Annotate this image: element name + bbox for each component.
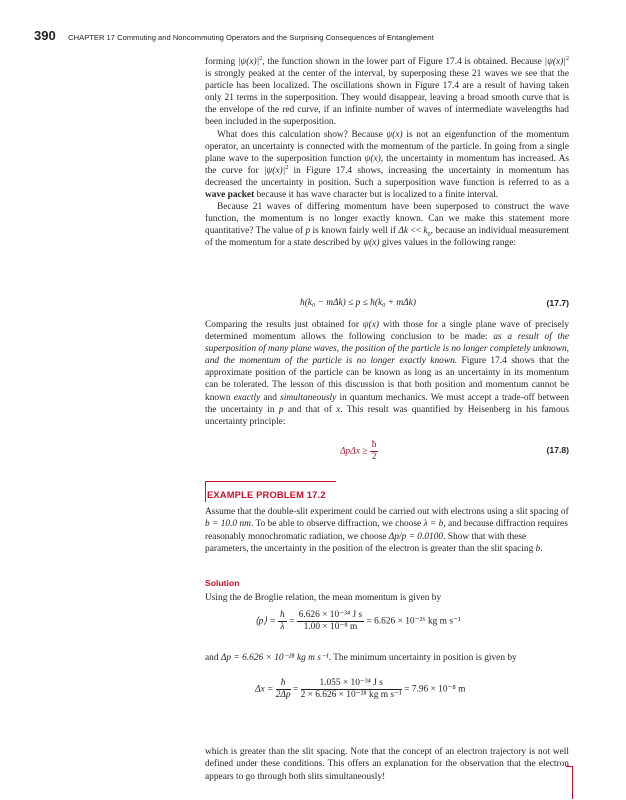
page-header [34, 27, 434, 45]
solution-middle: and Δp = 6.626 × 10⁻²⁸ kg m s⁻¹. The minimum uncertainty in position is given by [205, 653, 517, 663]
body-text-top [205, 56, 569, 250]
example-statement: Assume that the double-slit experiment could be carried out with electrons using a slit spacing of b = 10.0 nm. To be able to observe diffraction, we choose λ = b, and because diffraction requires reasonably monochromatic radiation, we choose Δp/p = 0.0100. Show that with these parameters, the uncertainty in the position of the electron is greater than the slit spacing b. [205, 507, 569, 555]
equation-17-8 [205, 440, 569, 464]
equation-17-7 [205, 298, 569, 312]
paragraph-1: forming $|\psi(x)|^2$, the function shown in the lower part of Figure 17.4 is obtained. Because $|\psi(x)|^2$ is strongly peaked at the center of the interval, by superposing these 21 waves we see that the particle has been localized. The oscillations shown in Figure 17.4 are a result of having taken only 21 terms in the superposition. They would disappear, leaving a broad smooth curve that is the envelope of the red curve, if an infinite number of waves of intermediate wavelengths had been included in the superposition. [205, 54, 569, 128]
equation-17-7-expr: ħ(k₀ − mΔk) ≤ p ≤ ħ(k₀ + mΔk) [300, 298, 416, 308]
example-title: EXAMPLE PROBLEM 17.2 [207, 490, 326, 500]
equation-17-8-number: (17.8) [546, 445, 569, 455]
term-wave-packet: wave packet [205, 190, 255, 201]
equation-17-7-number: (17.7) [546, 298, 569, 308]
paragraph-2: What does this calculation show? Because ψ(x) is not an eigenfunction of the momentum operator, an uncertainty is connected with the momentum of the particle. In going from a single plane wave to the superposition function ψ(x), the uncertainty in momentum has increased. As the curve for $|\psi(x)|^2$ in Figure 17.4 shows, increasing the uncertainty in momentum has decreased the uncertainty in position. Such a superposition wave function is referred to as a wave packet because it has wave character but is localized to a finite interval. [205, 129, 569, 201]
body-text-middle [205, 319, 569, 428]
solution-intro: Using the de Broglie relation, the mean momentum is given by [205, 593, 442, 603]
example-box-end-bracket [566, 766, 573, 799]
solution-heading: Solution [205, 578, 240, 588]
solution-conclusion: which is greater than the slit spacing. Note that the concept of an electron trajectory is not well defined under these conditions. This offers an explanation for the observation that the electron appears to go through both slits simultaneously! [205, 747, 569, 782]
equation-17-8-expr: ΔpΔx ≥ $\frac{ħ}{2}$ [340, 440, 377, 462]
paragraph-4: Comparing the results just obtained for ψ(x) with those for a single plane wave of precisely determined momentum allows the following conclusion to be made: as a result of the superposition of many plane waves, the position of the particle is no longer completely unknown, and the momentum of the particle is no longer exactly known. Figure 17.4 shows that the approximate position of the particle can be known as long as an uncertainty in its momentum can be tolerated. The lesson of this discussion is that both position and momentum cannot be known exactly and simultaneously in quantum mechanics. We must accept a trade-off between the uncertainty in p and that of x. This result was quantified by Heisenberg in his famous uncertainty principle: [205, 320, 570, 427]
paragraph-3: Because 21 waves of differing momentum have been superposed to construct the wave function, the momentum is no longer exactly known. Can we make this statement more quantitative? The value of p is known fairly well if $\Delta k << k_0$, because an individual measurement of the momentum for a state described by ψ(x) gives values in the following range: [205, 202, 570, 249]
page-number: 390 [34, 28, 56, 43]
running-head: CHAPTER 17 Commuting and Noncommuting Operators and the Surprising Consequences of Entanglement [68, 33, 434, 42]
